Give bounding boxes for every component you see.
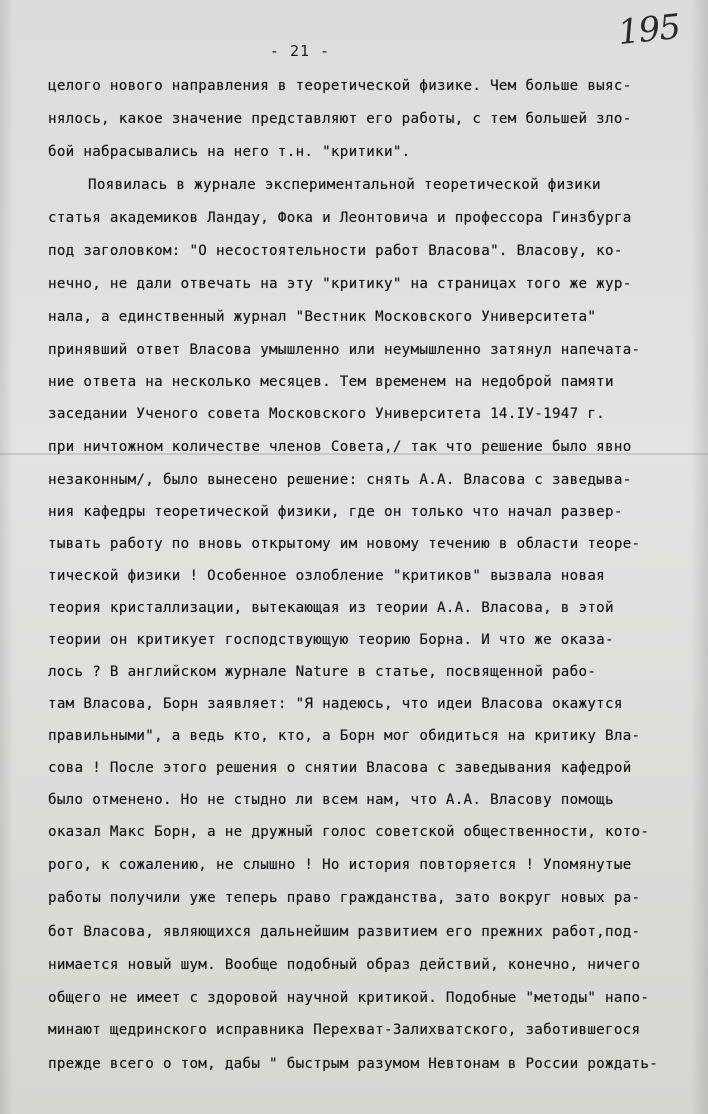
text-line: целого нового направления в теоретической физике. Чем больше выяс- <box>48 78 632 94</box>
text-line: минают щедринского исправника Перехват-Залихватского, заботившегося <box>48 1022 641 1038</box>
handwritten-archive-number: 195 <box>616 6 682 54</box>
text-line: было отменено. Но не стыдно ли всем нам, что А.А. Власову помощь <box>48 792 614 808</box>
text-line: статья академиков Ландау, Фока и Леонтовича и профессора Гинзбурга <box>48 210 632 226</box>
text-line: под заголовком: "О несостоятельности работ Власова". Власову, ко- <box>48 243 623 259</box>
text-line: нялось, какое значение представляют его работы, с тем большей зло- <box>48 111 632 127</box>
text-line: работы получили уже теперь право гражданства, зато вокруг новых ра- <box>48 890 641 906</box>
text-line: принявший ответ Власова умышленно или неумышленно затянул напечата- <box>48 342 641 358</box>
text-line: там Власова, Борн заявляет: "Я надеюсь, что идеи Власова окажутся <box>48 696 623 712</box>
text-line: при ничтожном количестве членов Совета,/ так что решение было явно <box>48 439 632 455</box>
text-line: сова ! После этого решения о снятии Власова с заведывания кафедрой <box>48 760 632 776</box>
text-line: оказал Макс Борн, а не дружный голос советской общественности, кото- <box>48 824 650 840</box>
text-line: правильными", а ведь кто, кто, а Борн мог обидиться на критику Вла- <box>48 728 641 744</box>
text-line: тывать работу по вновь открытому им новому течению в области теоре- <box>48 536 641 552</box>
text-line: рого, к сожалению, не слышно ! Но история повторяется ! Упомянутые <box>48 857 632 873</box>
text-line: ния кафедры теоретической физики, где он только что начал развер- <box>48 504 623 520</box>
text-line: заседании Ученого совета Московского Университета 14.IУ-1947 г. <box>48 406 606 422</box>
text-line: прежде всего о том, дабы " быстрым разумом Невтонам в России рождать- <box>48 1056 659 1072</box>
text-line: нимается новый шум. Вообще подобный образ действий, конечно, ничего <box>48 957 641 973</box>
text-line: нала, а единственный журнал "Вестник Московского Университета" <box>48 309 597 325</box>
text-line: теория кристаллизации, вытекающая из теории А.А. Власова, в этой <box>48 600 614 616</box>
text-line: ние ответа на несколько месяцев. Тем временем на недоброй памяти <box>48 374 614 390</box>
text-line: бой набрасывались на него т.н. "критики". <box>48 144 411 160</box>
text-line: теории он критикует господствующую теорию Борна. И что же оказа- <box>48 632 614 648</box>
text-line: незаконным/, было вынесено решение: снять А.А. Власова с заведыва- <box>48 472 632 488</box>
text-line: общего не имеет с здоровой научной критикой. Подобные "методы" напо- <box>48 990 650 1006</box>
text-line: лось ? В английском журнале Nature в статье, посвященной рабо- <box>48 664 597 680</box>
page-number: - 21 - <box>269 42 331 60</box>
text-line: бот Власова, являющихся дальнейшим развитием его прежних работ,под- <box>48 924 641 940</box>
text-line: Появилась в журнале экспериментальной теоретической физики <box>88 177 601 193</box>
text-line: тической физики ! Особенное озлобление "критиков" вызвала новая <box>48 568 606 584</box>
text-line: нечно, не дали отвечать на эту "критику" на страницах того же жур- <box>48 276 632 292</box>
